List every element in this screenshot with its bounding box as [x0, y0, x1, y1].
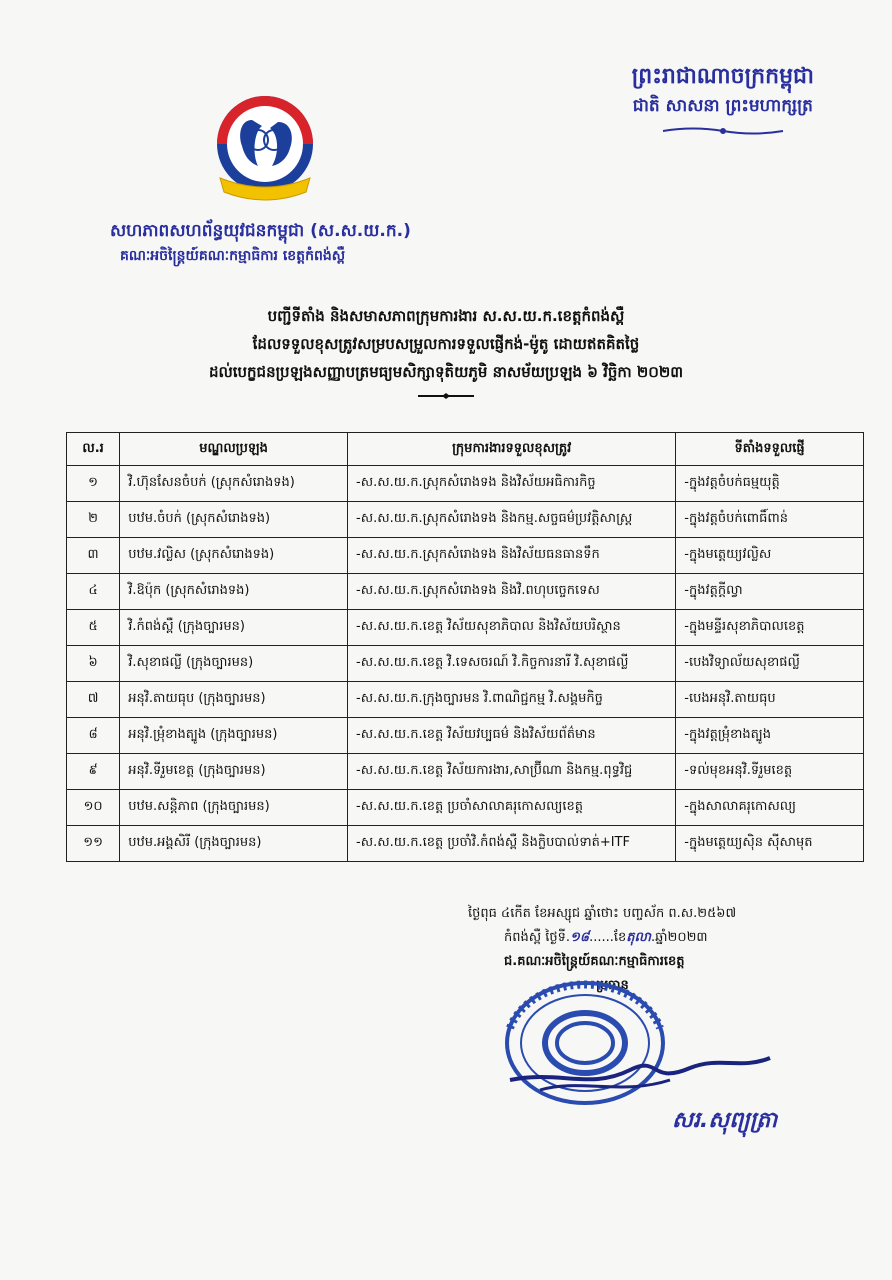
- exam-center: វិ.សុខាផល្លី (ក្រុងច្បារមន): [120, 646, 348, 682]
- header-working-group: ក្រុមការងារទទួលខុសត្រូវ: [348, 433, 676, 466]
- header-location: ទីតាំងទទួលផ្ញើ: [676, 433, 864, 466]
- row-number: ៩: [67, 754, 120, 790]
- table-row: [67, 646, 864, 682]
- row-number: ២: [67, 502, 120, 538]
- title-line-3: ដល់បេក្ខជនប្រឡងសញ្ញាបត្រមធ្យមសិក្សាទុតិយភូមិ នាសម័យប្រឡង ៦ វិច្ឆិកា ២០២៣: [208, 363, 684, 381]
- working-group: -ស.ស.យ.ក.ស្រុកសំរោងទង និងវិស័យអធិការកិច្ច: [348, 466, 676, 502]
- exam-center: អនុវិ.តាយធុប (ក្រុងច្បារមន): [120, 682, 348, 718]
- date-prefix: កំពង់ស្ពឺ ថ្ងៃទី.: [504, 930, 571, 945]
- organization-logo: [200, 92, 330, 210]
- row-number: ១០: [67, 790, 120, 826]
- lunar-date: ថ្ងៃពុធ ៤កើត ខែអស្សុជ ឆ្នាំថោះ បញ្ចស័ក ព.ស.២៥៦៧: [468, 906, 737, 921]
- table-header-row: [67, 433, 864, 466]
- parking-location: -ក្នុងសាលាគរុកោសល្យ: [676, 790, 864, 826]
- parking-location: -ក្នុងមត្តេយ្យស៊ិន ស៊ីសាមុត: [676, 826, 864, 862]
- table-row: [67, 502, 864, 538]
- table-row: [67, 466, 864, 502]
- committee-name: គណៈអចិន្ត្រៃយ៍គណៈកម្មាធិការ ខេត្តកំពង់ស្ពឺ: [120, 248, 346, 264]
- working-group: -ស.ស.យ.ក.ខេត្ត វិស័យសុខាភិបាល និងវិស័យបរិស្ថាន: [348, 610, 676, 646]
- header-number: ល.រ: [67, 433, 120, 466]
- working-group: -ស.ស.យ.ក.ស្រុកសំរោងទង និងវិស័យធនធានទឹក: [348, 538, 676, 574]
- exam-center: វិ.កំពង់ស្ពឺ (ក្រុងច្បារមន): [120, 610, 348, 646]
- table-row: [67, 574, 864, 610]
- exam-center: បឋម.ចំបក់ (ស្រុកសំរោងទង): [120, 502, 348, 538]
- working-group: -ស.ស.យ.ក.ខេត្ត ប្រចាំសាលាគរុកោសល្យខេត្ត: [348, 790, 676, 826]
- working-group: -ស.ស.យ.ក.ខេត្ត ប្រចាំវិ.កំពង់ស្ពឺ និងក្លិបបាល់ទាត់+ITF: [348, 826, 676, 862]
- title-line-2: ដែលទទួលខុសត្រូវសម្របសម្រួលការទទួលផ្ញើកង់-ម៉ូតូ ដោយឥតគិតថ្លៃ: [252, 335, 640, 353]
- table-row: [67, 718, 864, 754]
- row-number: ៧: [67, 682, 120, 718]
- signature-icon: [500, 1040, 780, 1100]
- exam-center: បឋម.សន្តិភាព (ក្រុងច្បារមន): [120, 790, 348, 826]
- working-group: -ស.ស.យ.ក.ខេត្ត វិស័យវប្បធម៌ និងវិស័យព័ត៌មាន: [348, 718, 676, 754]
- table-row: [67, 682, 864, 718]
- organization-block: [110, 218, 411, 268]
- date-month: តុលា: [626, 930, 652, 945]
- header-exam-center: មណ្ឌលប្រឡង: [120, 433, 348, 466]
- row-number: ៦: [67, 646, 120, 682]
- date-mid: ......ខែ: [589, 930, 627, 945]
- row-number: ១: [67, 466, 120, 502]
- working-group: -ស.ស.យ.ក.ស្រុកសំរោងទង និងវិ.ពហុបច្ចេកទេស: [348, 574, 676, 610]
- date-day: ១៨: [570, 930, 590, 945]
- exam-center: អនុវិ.ម្រុំខាងត្បូង (ក្រុងច្បារមន): [120, 718, 348, 754]
- title-underline-icon: [416, 392, 476, 400]
- parking-location: -បេងវិទ្យាល័យសុខាផល្លី: [676, 646, 864, 682]
- exam-center: អនុវិ.ទីរួមខេត្ត (ក្រុងច្បារមន): [120, 754, 348, 790]
- parking-location: -បេងអនុវិ.តាយធុប: [676, 682, 864, 718]
- table-row: [67, 538, 864, 574]
- parking-location: -ក្នុងវត្តម្រុំខាងត្បូង: [676, 718, 864, 754]
- table-row: [67, 790, 864, 826]
- row-number: ៣: [67, 538, 120, 574]
- exam-center: បឋម.វល្លិស (ស្រុកសំរោងទង): [120, 538, 348, 574]
- exam-center: វិ.ហ៊ុនសែនចំបក់ (ស្រុកសំរោងទង): [120, 466, 348, 502]
- solar-date: [504, 926, 736, 950]
- working-group: -ស.ស.យ.ក.ខេត្ត វិស័យការងារ,សាប្រ៊ីណា និងកម្ម.ពុទ្ធវិជ្ជ: [348, 754, 676, 790]
- parking-location: -ក្នុងមន្ទីរសុខាភិបាលខេត្ត: [676, 610, 864, 646]
- row-number: ៨: [67, 718, 120, 754]
- title-line-1: បញ្ជីទីតាំង និងសមាសភាពក្រុមការងារ ស.ស.យ.ក.ខេត្តកំពង់ស្ពឺ: [267, 307, 625, 325]
- locations-table: [66, 432, 864, 862]
- exam-center: វិ.ឱប៉ុក (ស្រុកសំរោងទង): [120, 574, 348, 610]
- parking-location: -ក្នុងវត្តក្តីល្វា: [676, 574, 864, 610]
- kingdom-motto: ជាតិ សាសនា ព្រះមហាក្សត្រ: [632, 96, 813, 116]
- signer-name: សរ.សុព្យុត្រា: [672, 1108, 778, 1133]
- working-group: -ស.ស.យ.ក.ខេត្ត វិ.ទេសចរណ៍ វិ.កិច្ចការនារី វិ.សុខាផល្លី: [348, 646, 676, 682]
- organization-name: សហភាពសហព័ន្ធយុវជនកម្ពុជា (ស.ស.យ.ក.): [110, 221, 411, 241]
- row-number: ៥: [67, 610, 120, 646]
- table-row: [67, 826, 864, 862]
- table-row: [67, 754, 864, 790]
- signer-role: ប្រធាន: [596, 978, 629, 993]
- kingdom-title: ព្រះរាជាណាចក្រកម្ពុជា: [631, 64, 814, 89]
- parking-location: -ក្នុងមត្តេយ្យវល្លិស: [676, 538, 864, 574]
- row-number: ៤: [67, 574, 120, 610]
- table-row: [67, 610, 864, 646]
- date-year: .ឆ្នាំ២០២៣: [651, 930, 708, 945]
- exam-center: បឋម.អង្គសិរី (ក្រុងច្បារមន): [120, 826, 348, 862]
- for-committee: ជ.គណៈអចិន្ត្រៃយ៍គណៈកម្មាធិការខេត្ត: [504, 954, 685, 969]
- kingdom-header: [632, 62, 814, 138]
- parking-location: -ទល់មុខអនុវិ.ទីរួមខេត្ត: [676, 754, 864, 790]
- row-number: ១១: [67, 826, 120, 862]
- parking-location: -ក្នុងវត្តចំបក់ធម្មយុត្តិ: [676, 466, 864, 502]
- document-title: [0, 302, 892, 400]
- parking-location: -ក្នុងវត្តចំបក់ពោធិ៍ពាន់: [676, 502, 864, 538]
- working-group: -ស.ស.យ.ក.ក្រុងច្បារមន វិ.ពាណិជ្ជកម្ម វិ.សង្គមកិច្ច: [348, 682, 676, 718]
- ornament-divider-icon: [653, 124, 793, 138]
- working-group: -ស.ស.យ.ក.ស្រុកសំរោងទង និងកម្ម.សច្ចធម៌ប្រវត្តិសាស្ត្រ: [348, 502, 676, 538]
